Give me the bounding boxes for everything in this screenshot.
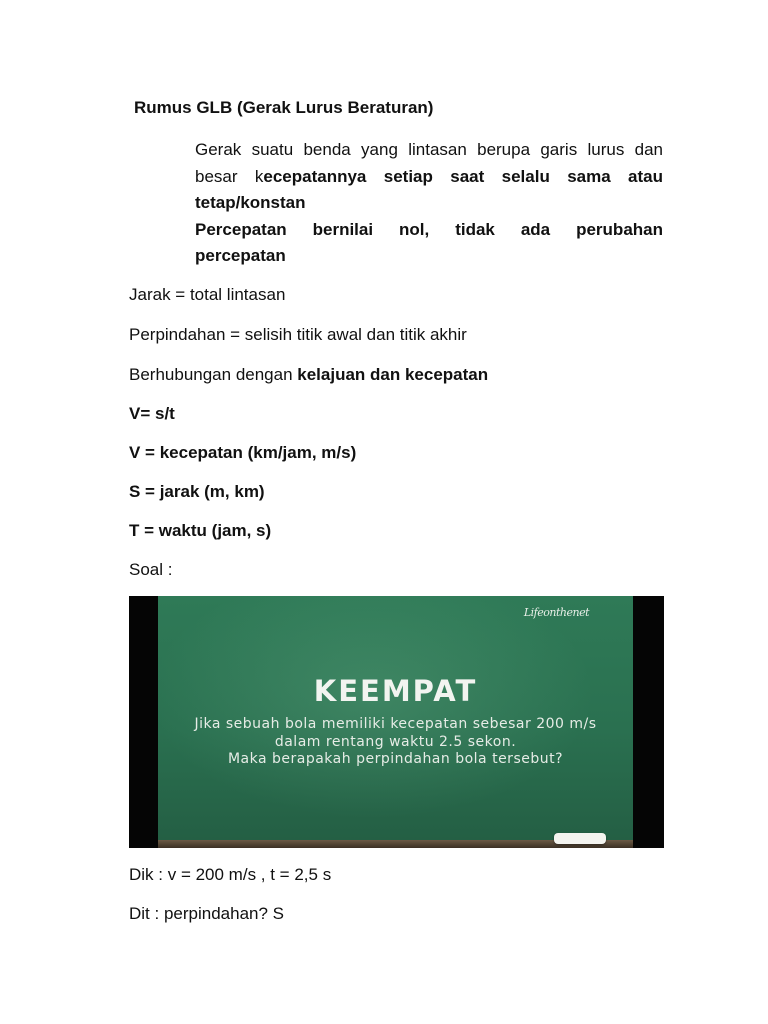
- relation-line: [129, 365, 488, 385]
- definition-bold-text: Percepatan bernilai nol, tidak ada perubahan: [195, 219, 663, 239]
- soal-label: Soal :: [129, 560, 173, 579]
- question-line: Jika sebuah bola memiliki kecepatan sebesar 200 m/s: [194, 716, 597, 732]
- definition-line: [195, 164, 663, 191]
- definition-line: [195, 217, 663, 244]
- page-title: Rumus GLB (Gerak Lurus Beraturan): [134, 98, 434, 117]
- variable-s: S = jarak (m, km): [129, 482, 265, 501]
- chalkboard: [158, 596, 633, 840]
- signature-logo: Lifeonthenet: [523, 606, 589, 619]
- board-heading: KEEMPAT: [313, 674, 478, 708]
- jarak-definition: Jarak = total lintasan: [129, 285, 286, 304]
- definition-line: [195, 243, 663, 270]
- question-line: Maka berapakah perpindahan bola tersebut?: [227, 751, 564, 767]
- chalkboard-image: [129, 596, 664, 848]
- definition-line: Gerak suatu benda yang lintasan berupa garis lurus dan: [195, 140, 663, 159]
- chalk-piece: [554, 833, 606, 844]
- definition-paragraph: [195, 137, 663, 270]
- diketahui-line: Dik : v = 200 m/s , t = 2,5 s: [129, 865, 332, 884]
- definition-bold-text: tetap/konstan: [195, 193, 306, 212]
- definition-line: [195, 190, 663, 217]
- variable-v: V = kecepatan (km/jam, m/s): [129, 443, 357, 462]
- velocity-formula: V= s/t: [129, 404, 175, 423]
- board-question: [158, 716, 633, 769]
- relation-text: Berhubungan dengan: [129, 365, 298, 384]
- definition-bold-text: ecepatannya setiap saat selalu sama atau: [263, 166, 663, 186]
- ditanya-line: Dit : perpindahan? S: [129, 904, 284, 923]
- perpindahan-definition: Perpindahan = selisih titik awal dan titik akhir: [129, 325, 467, 344]
- variable-t: T = waktu (jam, s): [129, 521, 272, 540]
- definition-bold-text: percepatan: [195, 246, 286, 265]
- relation-bold-text: kelajuan dan kecepatan: [297, 365, 489, 384]
- question-line: dalam rentang waktu 2.5 sekon.: [274, 733, 517, 750]
- definition-text: besar k: [195, 166, 264, 186]
